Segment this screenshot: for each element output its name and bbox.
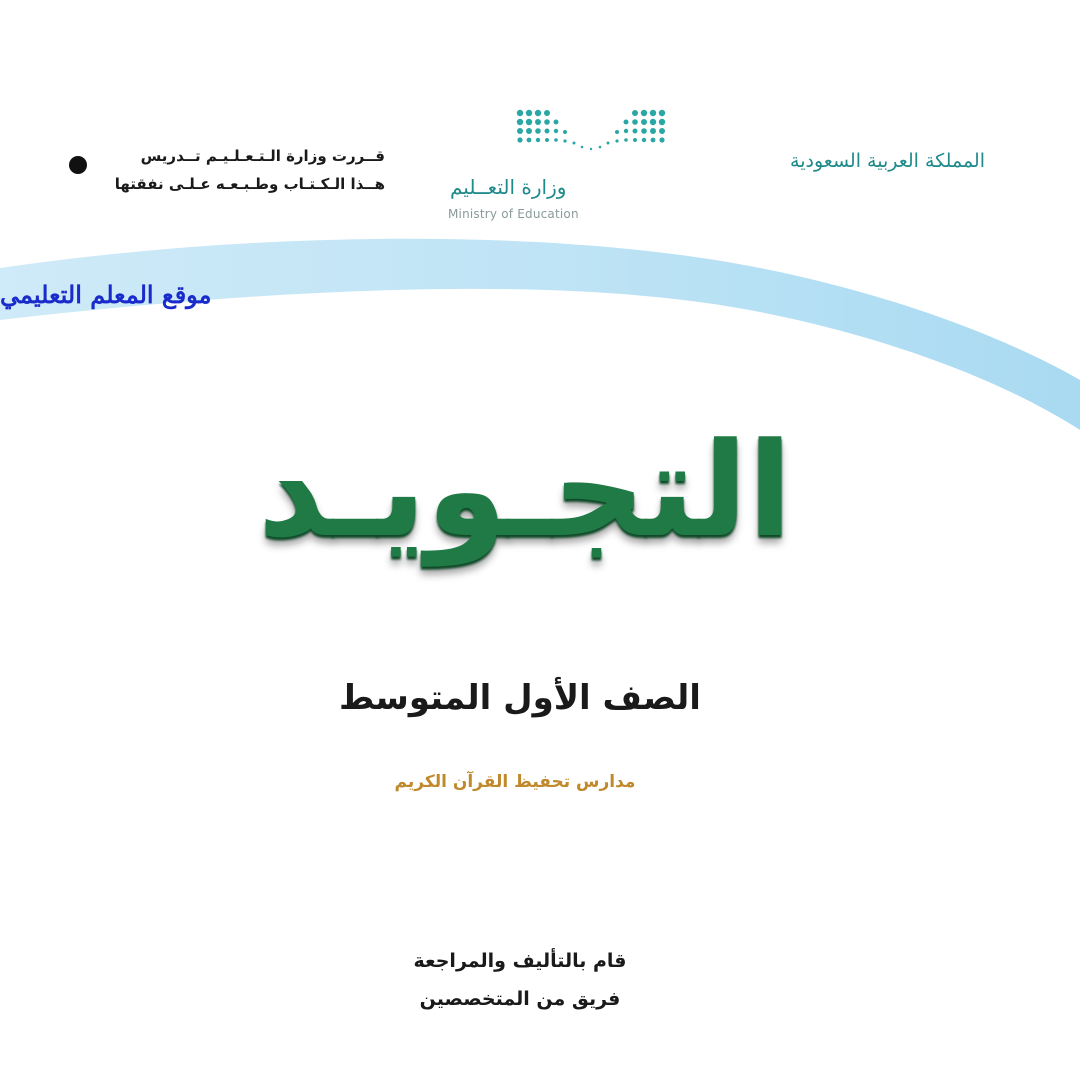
decree-line-1: قــررت وزارة الـتـعـلـيـم تــدريس	[140, 147, 385, 165]
grade-level: الصف الأول المتوسط	[339, 678, 701, 718]
bullet-icon	[69, 156, 87, 174]
book-title: التجـويـد	[257, 414, 793, 566]
credits	[370, 942, 670, 1018]
ministry-logo	[430, 105, 675, 225]
ministry-name-en: Ministry of Education	[448, 207, 579, 221]
decree-text	[65, 142, 385, 198]
site-label: موقع المعلم التعليمي	[0, 280, 212, 309]
ministry-name-ar: وزارة التعــليم	[450, 175, 567, 199]
credits-line-2: فريق من المتخصصين	[419, 988, 621, 1010]
decree-line-2: هــذا الـكـتـاب وطـبـعـه عـلـى نفقتها	[114, 175, 385, 193]
ministry-dots-icon	[512, 105, 672, 165]
kingdom-name: المملكة العربية السعودية	[790, 150, 985, 172]
schools-subtitle: مدارس تحفيظ القرآن الكريم	[394, 772, 636, 792]
credits-line-1: قام بالتأليف والمراجعة	[413, 950, 627, 972]
